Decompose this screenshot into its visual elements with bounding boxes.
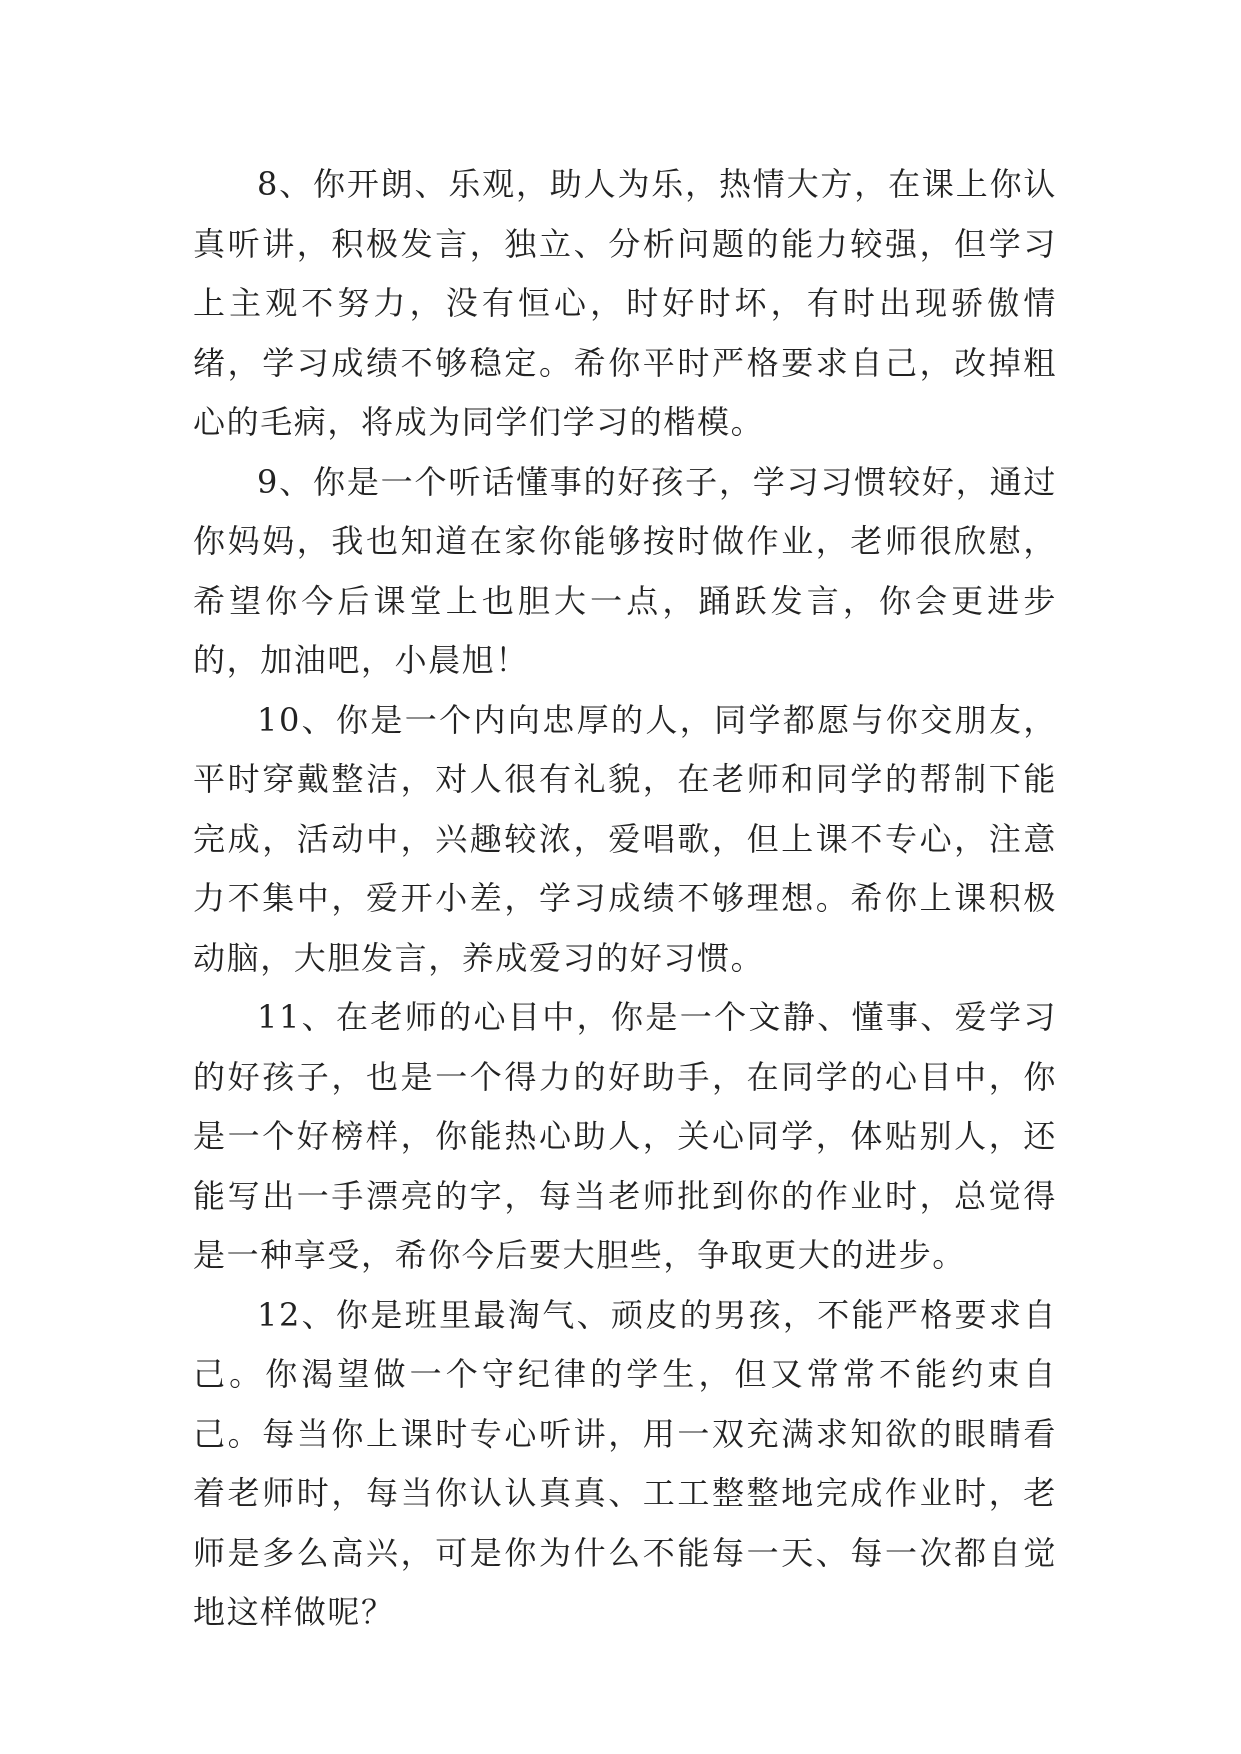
paragraph-12: 12、你是班里最淘气、顽皮的男孩，不能严格要求自己。你渴望做一个守纪律的学生，但又常常不能约束自己。每当你上课时专心听讲，用一双充满求知欲的眼睛看着老师时，每当你认认真真、工工整整地完成作业时，老师是多么高兴，可是你为什么不能每一天、每一次都自觉地这样做呢？	[193, 1295, 1057, 1631]
paragraph-11: 11、在老师的心目中，你是一个文静、懂事、爱学习的好孩子，也是一个得力的好助手，在同学的心目中，你是一个好榜样，你能热心助人，关心同学，体贴别人，还能写出一手漂亮的字，每当老师批到你的作业时，总觉得是一种享受，希你今后要大胆些，争取更大的进步。	[193, 998, 1057, 1274]
paragraph-9: 9、你是一个听话懂事的好孩子，学习习惯较好，通过你妈妈，我也知道在家你能够按时做作业，老师很欣慰，希望你今后课堂上也胆大一点，踊跃发言，你会更进步的，加油吧，小晨旭！	[193, 462, 1057, 679]
document-body	[193, 155, 1057, 1643]
paragraph-8: 8、你开朗、乐观，助人为乐，热情大方，在课上你认真听讲，积极发言，独立、分析问题的能力较强，但学习上主观不努力，没有恒心，时好时坏，有时出现骄傲情绪，学习成绩不够稳定。希你平时严格要求自己，改掉粗心的毛病，将成为同学们学习的楷模。	[193, 165, 1057, 441]
paragraph-10: 10、你是一个内向忠厚的人，同学都愿与你交朋友，平时穿戴整洁，对人很有礼貌，在老师和同学的帮制下能完成，活动中，兴趣较浓，爱唱歌，但上课不专心，注意力不集中，爱开小差，学习成绩不够理想。希你上课积极动脑，大胆发言，养成爱习的好习惯。	[193, 700, 1057, 977]
